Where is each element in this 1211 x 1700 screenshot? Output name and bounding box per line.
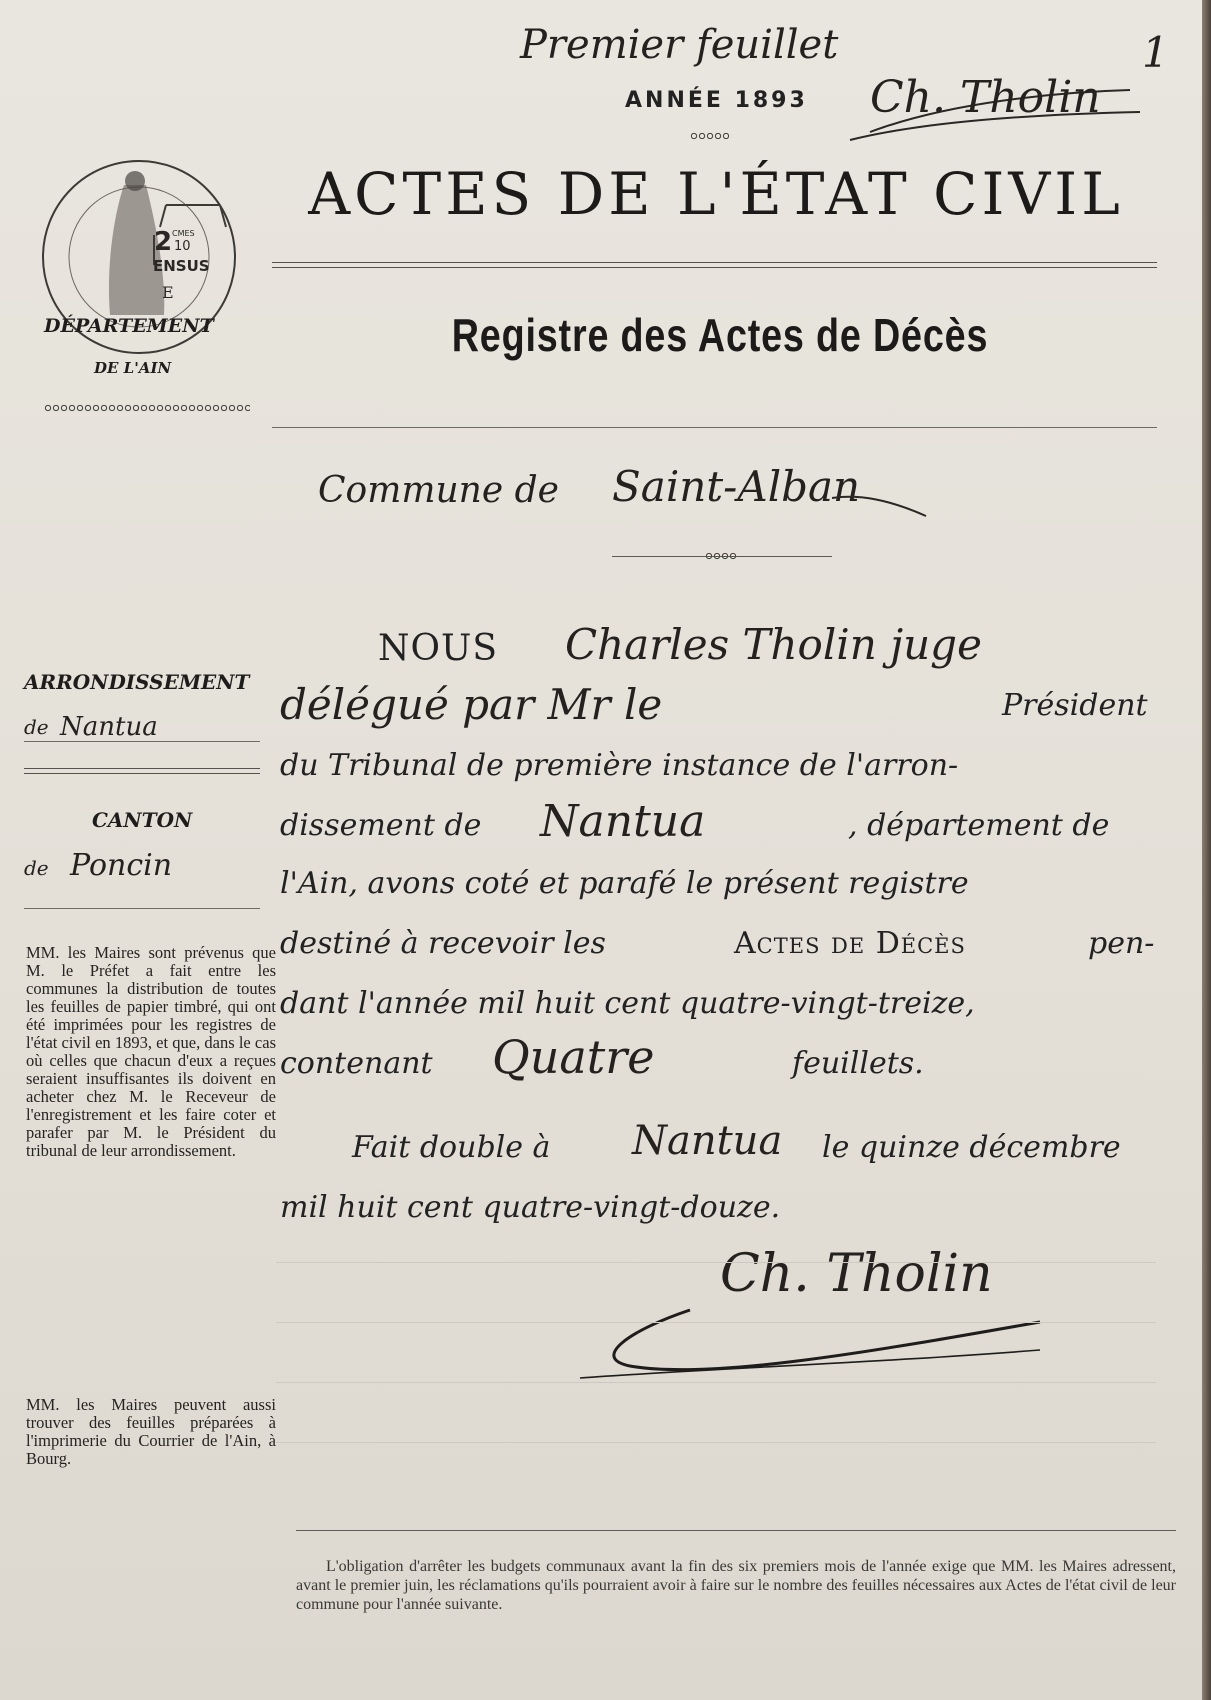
canton-value: Poncin [70,848,173,883]
handwritten-nantua-1: Nantua [540,796,706,847]
paper-ruling-1 [276,1262,1156,1263]
handwritten-quatre: Quatre [492,1030,655,1084]
body-line-1 [378,628,498,669]
nous-label: NOUS [378,628,499,669]
stamp-value: 2 [154,227,173,257]
paper-ruling-2 [276,1322,1156,1323]
actes-de-deces-smallcaps: Actes de Décès [734,926,966,961]
body-line-6-start: destiné à recevoir les [280,926,606,961]
commune-label: Commune de [318,470,559,511]
register-subtitle: Registre des Actes de Décès [451,309,989,361]
year-label: ANNÉE 1893 [625,88,808,113]
canton-de: de [24,856,49,880]
stamp-letter: E [162,283,174,302]
body-line-8-start: contenant [280,1046,433,1081]
body-line-7: dant l'année mil huit cent quatre-vingt-treize, [280,986,975,1021]
arrondissement-rule [24,741,260,742]
handwritten-page-number: 1 [1142,28,1169,77]
body-line-4-end: , département de [848,808,1110,843]
handwritten-judge-name: Charles Tholin juge [565,620,982,669]
body-line-6-end: pen- [1088,926,1155,961]
body-line-4-start: dissement de [280,808,482,843]
body-line-9-end: le quinze décembre [822,1130,1121,1165]
commune-ornament [705,552,737,560]
footer-rule [296,1530,1176,1531]
body-line-8-end: feuillets. [792,1046,924,1081]
header-ornament [690,132,730,140]
canton-label: CANTON [92,808,193,832]
stamp-ornament-rule [44,404,250,412]
arrondissement-value: Nantua [60,712,158,742]
arrondissement-label: ARRONDISSEMENT [24,670,250,694]
commune-value: Saint-Alban [612,462,861,511]
canton-rule [24,908,260,909]
sidebar-note-papier-timbre: MM. les Maires sont prévenus que M. le Préfet a fait entre les communes la distribution de toutes les feuilles de papier timbré, qui ont été imprimées pour les registres de l'état civil en 1893, et que, dans le cas où celles que chacun d'eux a reçues seraient insuffisantes ils doivent en acheter chez M. le Receveur de l'enregistrement et les faire coter et parafer par M. le Président du tribunal de leur arrondissement. [26,943,276,1160]
paper-ruling-4 [276,1442,1156,1443]
sidebar-note-feuilles: MM. les Maires peuvent aussi trouver des feuilles préparées à l'imprimerie du Courrier de l'Ain, à Bourg. [26,1395,276,1468]
paper-ruling-3 [276,1382,1156,1383]
body-line-2-president: Président [1002,688,1148,723]
body-line-5: l'Ain, avons coté et parafé le présent registre [280,866,969,901]
signature-text: Ch. Tholin [720,1244,993,1304]
title-double-rule [272,262,1157,268]
handwritten-nantua-2: Nantua [632,1118,783,1164]
handwritten-premier-feuillet: Premier feuillet [520,22,839,68]
stamp-ring-text [34,357,46,358]
commune-underline-flourish [830,490,930,520]
arrondissement-double-rule [24,768,260,774]
handwritten-delegue: délégué par Mr le [280,680,663,729]
stamp-departement: DÉPARTEMENT [44,315,214,337]
stamp-cmes: CMES [172,229,195,238]
flourish-icon [830,490,930,520]
stamp-ensus: ENSUS [153,257,210,275]
handwritten-initials-signature [830,62,1150,152]
body-line-6-actes-de-deces [734,926,966,961]
body-line-10: mil huit cent quatre-vingt-douze. [280,1190,781,1225]
subtitle-rule [272,427,1157,428]
stamp-de-l-ain: DE L'AIN [94,359,172,377]
main-title: ACTES DE L'ÉTAT CIVIL [308,160,1124,228]
footer-budget-note: L'obligation d'arrêter les budgets communaux avant la fin des six premiers mois de l'année exige que MM. les Maires adressent, avant le premier juin, les réclamations qu'ils pourraient avoir à faire sur le nombre des feuilles nécessaires aux Actes de l'état civil de leur commune pour l'année suivante. [296,1558,1176,1613]
body-line-9-start: Fait double à [352,1130,551,1165]
body-line-3: du Tribunal de première instance de l'arron- [280,748,959,783]
initials-signature-text: Ch. Tholin [870,72,1101,123]
tax-stamp [34,155,244,375]
stamp-fraction: 10 [174,239,191,254]
register-binding-edge [1202,0,1211,1700]
arrondissement-de: de [24,715,49,739]
